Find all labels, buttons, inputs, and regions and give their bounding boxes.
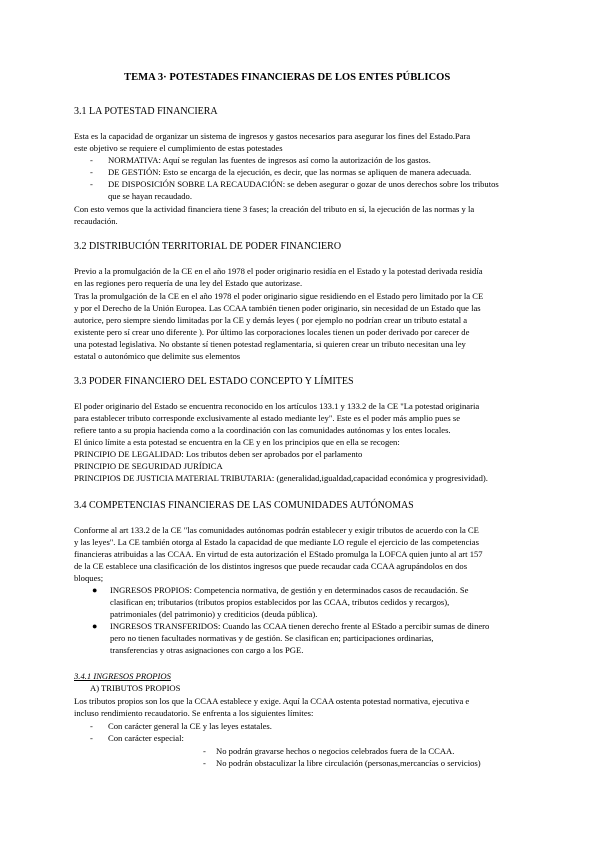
paragraph-line: refiere tanto a su propia hacienda como a la coordinación con las comunidades autónomas y los entes locales.	[74, 425, 451, 435]
paragraph-line: para establecer tributo corresponde exclusivamente al estado mediante ley". Este es el poder más amplio pues se	[74, 413, 461, 423]
paragraph-line: este objetivo se requiere el cumplimiento de estas potestades	[74, 143, 283, 153]
section-heading-3-2: 3.2 DISTRIBUCIÓN TERRITORIAL DE PODER FINANCIERO	[74, 241, 342, 252]
dash-bullet: -	[90, 179, 93, 189]
list-item: INGRESOS TRANSFERIDOS: Cuando las CCAA tienen derecho frente al EStado a percibir sumas de dinero	[110, 621, 490, 631]
paragraph-line: incluso rendimiento recaudatorio. Se enfrenta a los siguientes límites:	[74, 708, 314, 718]
list-item-continuation: clasifican en; tributarios (tributos propios establecidos por las CCAA, tributos cedidos y recargos),	[110, 597, 450, 607]
list-item: NORMATIVA: Aquí se regulan las fuentes de ingresos así como la autorización de los gastos.	[108, 155, 431, 165]
page-title: TEMA 3· POTESTADES FINANCIERAS DE LOS ENTES PÚBLICOS	[124, 72, 451, 83]
subheading-tributos-propios: A) TRIBUTOS PROPIOS	[90, 683, 181, 693]
paragraph-line: en las regiones pero requería de una ley del Estado que autorizase.	[74, 278, 303, 288]
dash-bullet: -	[90, 733, 93, 743]
list-item-continuation: que se hayan recaudado.	[108, 191, 192, 201]
paragraph-line: Previo a la promulgación de la CE en el año 1978 el poder originario residía en el Estado y la potestad derivada residía	[74, 266, 483, 276]
paragraph-line: y las leyes". La CE también otorga al Estado la capacidad de que mediante LO regule el ejercicio de las competencias	[74, 537, 479, 547]
section-heading-3-3: 3.3 PODER FINANCIERO DEL ESTADO CONCEPTO Y LÍMITES	[74, 376, 354, 387]
paragraph-line: una potestad legislativa. No obstante sí tienen potestad reglamentaria, si quieren crear un tributo necesitan una ley	[74, 339, 466, 349]
paragraph-line: El único límite a esta potestad se encuentra en la CE y en los principios que en ella se recogen:	[74, 437, 400, 447]
paragraph-line: bloques;	[74, 573, 104, 583]
sub-list-item: No podrán gravarse hechos o negocios celebrados fuera de la CCAA.	[216, 746, 455, 756]
paragraph-line: Conforme al art 133.2 de la CE "las comunidades autónomas podrán establecer y exigir tributos de acuerdo con la CE	[74, 525, 479, 535]
paragraph-line: PRINCIPIO DE SEGURIDAD JURÍDICA	[74, 461, 223, 471]
paragraph-line: Esta es la capacidad de organizar un sistema de ingresos y gastos necesarios para asegurar los fines del Estado.Para	[74, 131, 471, 141]
list-item: Con carácter general la CE y las leyes estatales.	[108, 721, 272, 731]
paragraph-line: Los tributos propios son los que la CCAA establece y exige. Aquí la CCAA ostenta potestad normativa, ejecutiva e	[74, 696, 470, 706]
section-heading-3-4: 3.4 COMPETENCIAS FINANCIERAS DE LAS COMUNIDADES AUTÓNOMAS	[74, 500, 414, 511]
dash-bullet: -	[90, 155, 93, 165]
dash-bullet: -	[203, 746, 206, 756]
dash-bullet: -	[90, 167, 93, 177]
paragraph-line: El poder originario del Estado se encuentra reconocido en los artículos 133.1 y 133.2 de la CE "La potestad originaria	[74, 401, 480, 411]
subsection-heading-3-4-1: 3.4.1 INGRESOS PROPIOS	[74, 671, 171, 681]
paragraph-line: de la CE establece una clasificación de los distintos ingresos que puede recaudar cada CCAA agrupándolos en dos	[74, 561, 468, 571]
sub-list-item: No podrán obstaculizar la libre circulación (personas,mercancías o servicios)	[216, 758, 481, 768]
list-item: DE DISPOSICIÓN SOBRE LA RECAUDACIÓN: se deben asegurar o gozar de unos derechos sobre los tributos	[108, 179, 499, 189]
list-item: Con carácter especial:	[108, 733, 184, 743]
dash-bullet: -	[203, 758, 206, 768]
list-item-continuation: pero no tienen facultades normativas y de gestión. Se clasifican en; participaciones ordinarias,	[110, 633, 434, 643]
list-item: INGRESOS PROPIOS: Competencia normativa, de gestión y en determinados casos de recaudación. Se	[110, 585, 469, 595]
list-item: DE GESTIÓN: Esto se encarga de la ejecución, es decir, que las normas se apliquen de manera adecuada.	[108, 167, 472, 177]
round-bullet: ●	[92, 621, 98, 631]
paragraph-line: Tras la promulgación de la CE en el año 1978 el poder originario sigue residiendo en el Estado pero limitado por la CE	[74, 291, 484, 301]
paragraph-line: autorice, pero siempre siendo limitadas por la CE y demás leyes ( por ejemplo no podrían crear un tributo estatal a	[74, 315, 468, 325]
paragraph-line: PRINCIPIO DE LEGALIDAD: Los tributos deben ser aprobados por el parlamento	[74, 449, 363, 459]
dash-bullet: -	[90, 721, 93, 731]
paragraph-line: estatal o autonómico que delimite sus elementos	[74, 351, 241, 361]
paragraph-line: Con esto vemos que la actividad financiera tiene 3 fases; la creación del tributo en sí, la ejecución de las normas y la	[74, 204, 475, 214]
paragraph-line: financieras atribuidas a las CCAA. En virtud de esta autorización el EStado promulga la LOFCA quien junto al art 157	[74, 549, 483, 559]
round-bullet: ●	[92, 585, 98, 595]
paragraph-line: recaudación.	[74, 216, 118, 226]
list-item-continuation: patrimoniales (del patrimonio) y crediticios (deuda pública).	[110, 609, 318, 619]
paragraph-line: existente pero sí crear uno diferente ). Por último las corporaciones locales tienen un poder derivado por carecer de	[74, 327, 470, 337]
section-heading-3-1: 3.1 LA POTESTAD FINANCIERA	[74, 106, 218, 117]
paragraph-line: PRINCIPIOS DE JUSTICIA MATERIAL TRIBUTARIA: (generalidad,igualdad,capacidad económica y progresividad).	[74, 473, 488, 483]
paragraph-line: y por el Derecho de la Unión Europea. Las CCAA también tienen poder originario, sin necesidad de un Estado que las	[74, 303, 481, 313]
list-item-continuation: transferencias y otras asignaciones con cargo a los PGE.	[110, 645, 304, 655]
